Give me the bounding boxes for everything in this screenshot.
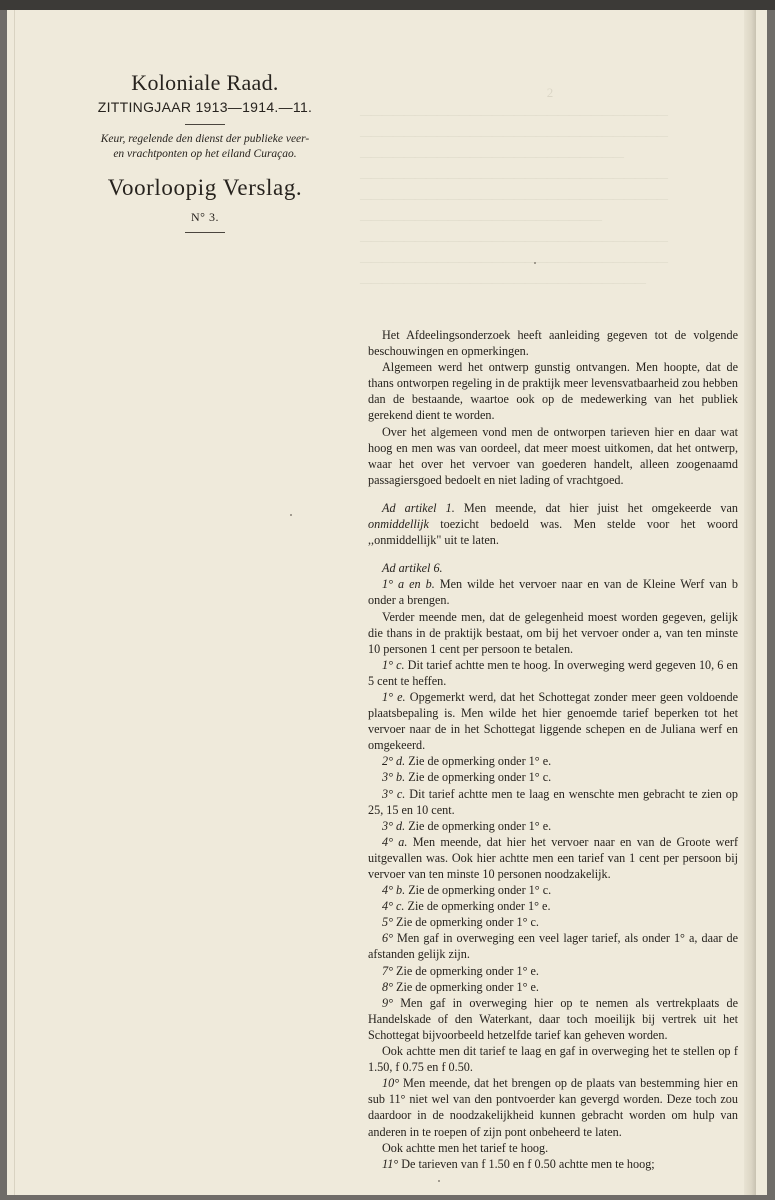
item-number: 4° a. — [382, 834, 408, 849]
article-text: toezicht bedoeld was. Men stelde voor het woord ,,onmiddellijk" uit te laten. — [368, 517, 738, 548]
item-text: Zie de opmerking onder 1° e. — [404, 899, 551, 914]
item-number: 10° — [382, 1076, 400, 1091]
item-text: Zie de opmerking onder 1° e. — [392, 963, 539, 978]
item-text: Men meende, dat hier het vervoer naar en van de Groote werf uitgevallen was. Ook hier achtte men een tarief van 1 cent per persoon bij vervoer van ten minste 10 personen noodzakelijk. — [368, 834, 738, 881]
subject-line: en vrachtponten op het eiland Curaçao. — [113, 148, 297, 160]
item-text: Zie de opmerking onder 1° e. — [405, 754, 552, 769]
report-title: Voorloopig Verslag. — [107, 175, 303, 200]
emphasized-word: onmiddellijk — [368, 517, 429, 532]
list-item — [368, 1075, 738, 1139]
list-item — [368, 769, 738, 785]
session-year: ZITTINGJAAR 1913—1914.—11. — [97, 99, 313, 115]
header-divider — [185, 124, 225, 125]
item-number: 7° — [382, 963, 393, 978]
article-1-comment — [368, 500, 738, 548]
item-number: 9° — [382, 995, 393, 1010]
list-item — [368, 898, 738, 914]
item-text: Zie de opmerking onder 1° e. — [392, 979, 539, 994]
subject-line: Keur, regelende den dienst der publieke veer- — [100, 133, 310, 145]
item-number: 3° c. — [382, 786, 406, 801]
paper-speck — [290, 514, 292, 516]
scan-top-border — [0, 0, 775, 10]
item-text: Men gaf in overweging hier op te nemen als vertrekplaats de Handelskade of den Waterkant, daar toch moeilijk bij vertrek uit het Schottegat bijvoorbeeld hetzelfde tarief kan geheven worden. — [368, 995, 738, 1042]
item-number: 2° d. — [382, 754, 406, 769]
list-item — [368, 609, 738, 657]
item-number: 1° c. — [382, 657, 405, 672]
item-text: Men gaf in overweging een veel lager tarief, als onder 1° a, daar de afstanden gelijk zijn. — [368, 931, 738, 962]
list-item — [368, 576, 738, 608]
list-item — [368, 882, 738, 898]
page-edge-line — [14, 10, 15, 1195]
report-number: N° 3. — [191, 210, 219, 224]
paragraph: Algemeen werd het ontwerp gunstig ontvangen. Men hoopte, dat de thans ontworpen regeling in de praktijk meer levensvatbaarheid zou hebben dan de bestaande, waartoe ook op de medewerking van het publiek gerekend dient te worden. — [368, 360, 738, 423]
item-number: 1° a en b. — [382, 577, 435, 592]
item-number: 11° — [382, 1156, 399, 1171]
council-title: Koloniale Raad. — [131, 70, 279, 95]
item-text: Opgemerkt werd, dat het Schottegat zonder meer geen voldoende plaatsbepaling is. Men wilde het hier genoemde tarief beperken tot het vervoer naar de in het Schottegat liggende schepen en de Juliana werf en omgekeerd. — [368, 689, 738, 753]
list-item — [368, 963, 738, 979]
item-number: 3° d. — [382, 818, 406, 833]
item-text: Zie de opmerking onder 1° c. — [405, 883, 552, 898]
item-number: 4° c. — [382, 899, 405, 914]
item-text: De tarieven van f 1.50 en f 0.50 achtte men te hoog; — [398, 1156, 655, 1171]
item-text: Zie de opmerking onder 1° c. — [405, 770, 552, 785]
item-text: Zie de opmerking onder 1° c. — [392, 915, 539, 930]
list-item — [368, 914, 738, 930]
document-header — [60, 70, 350, 233]
item-number: 5° — [382, 915, 393, 930]
item-number: 8° — [382, 979, 393, 994]
paper-speck — [438, 1180, 440, 1182]
list-item — [368, 786, 738, 818]
item-number: 1° e. — [382, 689, 406, 704]
item-text: Ook achtte men het tarief te hoog. — [382, 1140, 549, 1155]
page-binding-edge — [744, 10, 756, 1195]
item-number: 4° b. — [382, 883, 406, 898]
list-item — [368, 689, 738, 753]
list-item — [368, 834, 738, 882]
item-text: Men meende, dat het brengen op de plaats van bestemming hier en sub 11° niet wel van den pontvoerder kan gevergd worden. Deze toch zou daardoor in de noodzakelijkheid kunnen gebracht worden om hulp van anderen in te roepen of zijn pont onbeheerd te laten. — [368, 1076, 738, 1139]
item-text: Men wilde het vervoer naar en van de Kleine Werf van b onder a brengen. — [368, 577, 738, 608]
item-number: 3° b. — [382, 770, 406, 785]
list-item — [368, 657, 738, 689]
paragraph: Het Afdeelingsonderzoek heeft aanleiding gegeven tot de volgende beschouwingen en opmerkingen. — [368, 328, 738, 359]
article-heading: Ad artikel 1. — [382, 500, 455, 515]
list-item — [368, 1156, 738, 1172]
item-text: Dit tarief achtte men te laag en wenschte men gebracht te zien op 25, 15 en 10 cent. — [368, 786, 738, 817]
list-item — [368, 979, 738, 995]
item-number: 6° — [382, 931, 393, 946]
list-item — [368, 930, 738, 962]
subject-description — [60, 132, 350, 162]
list-item — [368, 818, 738, 834]
list-item — [368, 1043, 738, 1075]
item-text: Verder meende men, dat de gelegenheid moest worden gegeven, gelijk die thans in de praktijk bestaat, om bij het vervoer onder a, van ten minste 10 personen 1 cent per persoon te betalen. — [368, 609, 738, 656]
item-text: Dit tarief achtte men te hoog. In overweging werd gegeven 10, 6 en 5 cent te heffen. — [368, 657, 738, 688]
item-text: Zie de opmerking onder 1° e. — [405, 818, 552, 833]
paragraph: Over het algemeen vond men de ontworpen tarieven hier en daar wat hoog en men was van oordeel, dat meer moest uitkomen, dat het ontwerp, waar het over het vervoer van goederen handelt, alleen zoogenaamd passagiersgoed bedoelt en niet lading of vrachtgoed. — [368, 424, 738, 487]
list-item — [368, 995, 738, 1043]
report-body — [368, 327, 738, 1172]
list-item — [368, 1140, 738, 1156]
article-heading: Ad artikel 6. — [382, 561, 443, 576]
item-text: Ook achtte men dit tarief te laag en gaf in overweging het te stellen op f 1.50, f 0.75 en f 0.50. — [368, 1044, 738, 1075]
list-item — [368, 753, 738, 769]
header-divider — [185, 232, 225, 233]
paper-speck — [534, 262, 536, 264]
article-text: Men meende, dat hier juist het omgekeerde van — [454, 500, 738, 515]
